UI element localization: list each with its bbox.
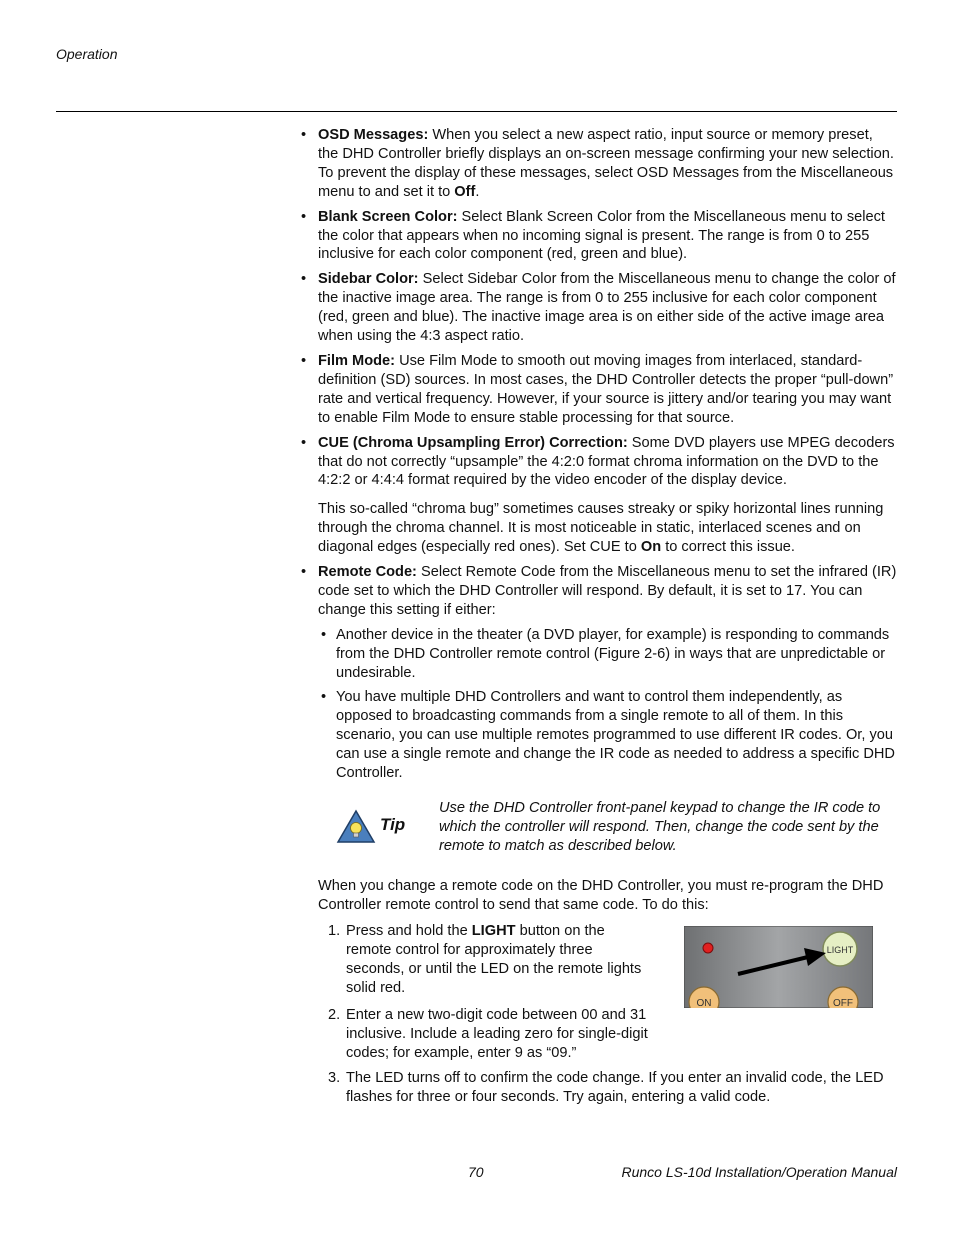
main-content [300, 126, 897, 789]
led-indicator [703, 943, 713, 953]
tip-text: Use the DHD Controller front-panel keypad to change the IR code to which the controller will respond. Then, change the code sent by the remote to match as described below. [439, 800, 881, 854]
list-item-blank-screen-color: • Blank Screen Color: Select Blank Screen Color from the Miscellaneous menu to select the color that appears when no incoming signal is present. The range is from 0 to 255 inclusive for each color component (red, green and blue). [300, 208, 897, 265]
light-button-label: LIGHT [826, 945, 854, 955]
list-item-sidebar-color: • Sidebar Color: Select Sidebar Color from the Miscellaneous menu to change the color of the inactive image area. The range is from 0 to 255 inclusive for each color component (red, green and blue). The inactive image area is on either side of the active image area when using the 4:3 aspect ratio. [300, 270, 897, 346]
list-item-cue: • CUE (Chroma Upsampling Error) Correction: Some DVD players use MPEG decoders that do not correctly “upsample” the 4:2:0 format chroma information on the DVD to the 4:2:2 or 4:4:4 format required by the video encoder of the display device. [300, 434, 897, 491]
sublist-item: • Another device in the theater (a DVD player, for example) is responding to commands from the DHD Controller remote control (Figure 2-6) in ways that are unpredictable or undesirable. [318, 626, 897, 683]
on-button-label: ON [696, 998, 712, 1008]
cue-paragraph: This so-called “chroma bug” sometimes causes streaky or spiky horizontal lines running through the chroma channel. It is most noticeable in static, interlaced scenes and on diagonal edges (especially red ones). Set CUE to On to correct this issue. [318, 501, 884, 556]
reprogram-intro: When you change a remote code on the DHD Controller, you must re-program the DHD Controller remote control to send that same code. To do this: [318, 878, 884, 913]
feature-list [300, 126, 897, 490]
list-item-film-mode: • Film Mode: Use Film Mode to smooth out moving images from interlaced, standard-definition (SD) sources. In most cases, the DHD Controller detects the proper “pull-down” rate and vertical frequency. However, if your source is jittery and/or tearing you may want to enable Film Mode to ensure stable processing for that source. [300, 352, 897, 428]
remote-code-sublist [318, 626, 897, 783]
sublist-item: • You have multiple DHD Controllers and want to control them independently, as opposed to broadcasting commands from a single remote to all of them. In this scenario, you can use multiple remotes programmed to use different IR codes. Or, you can use a single remote and change the IR code as needed to address a specific DHD Controller. [318, 688, 897, 783]
list-item-osd: • OSD Messages: When you select a new aspect ratio, input source or memory preset, the DHD Controller briefly displays an on-screen message confirming your new selection. To prevent the display of these messages, select OSD Messages from the Miscellaneous menu to and set it to Off. [300, 126, 897, 202]
page-number: 70 [468, 1164, 484, 1180]
off-button-label: OFF [833, 998, 853, 1008]
list-item-remote-code: • Remote Code: Select Remote Code from the Miscellaneous menu to set the infrared (IR) code set to which the DHD Controller will respond. By default, it is set to 17. You can change this setting if either: • Another device in the theater (a DVD player, for example) is responding to commands from the DHD Controller remote control (Figure 2-6) in ways that are unpredictable or undesirable. • You have multiple DHD Controllers and want to control them independently, as opposed to broadcasting commands from a single remote to all of them. In this scenario, you can use multiple remotes programmed to use different IR codes. Or, you can use a single remote and change the IR code as needed to address a specific DHD Controller. [300, 563, 897, 783]
header-rule [56, 111, 897, 112]
running-header: Operation [56, 46, 118, 62]
manual-title: Runco LS-10d Installation/Operation Manual [621, 1164, 897, 1180]
lightbulb-warning-icon [336, 809, 376, 845]
remote-control-illustration [684, 926, 873, 1008]
tip-label: Tip [380, 815, 406, 834]
feature-list-cont [300, 563, 897, 783]
